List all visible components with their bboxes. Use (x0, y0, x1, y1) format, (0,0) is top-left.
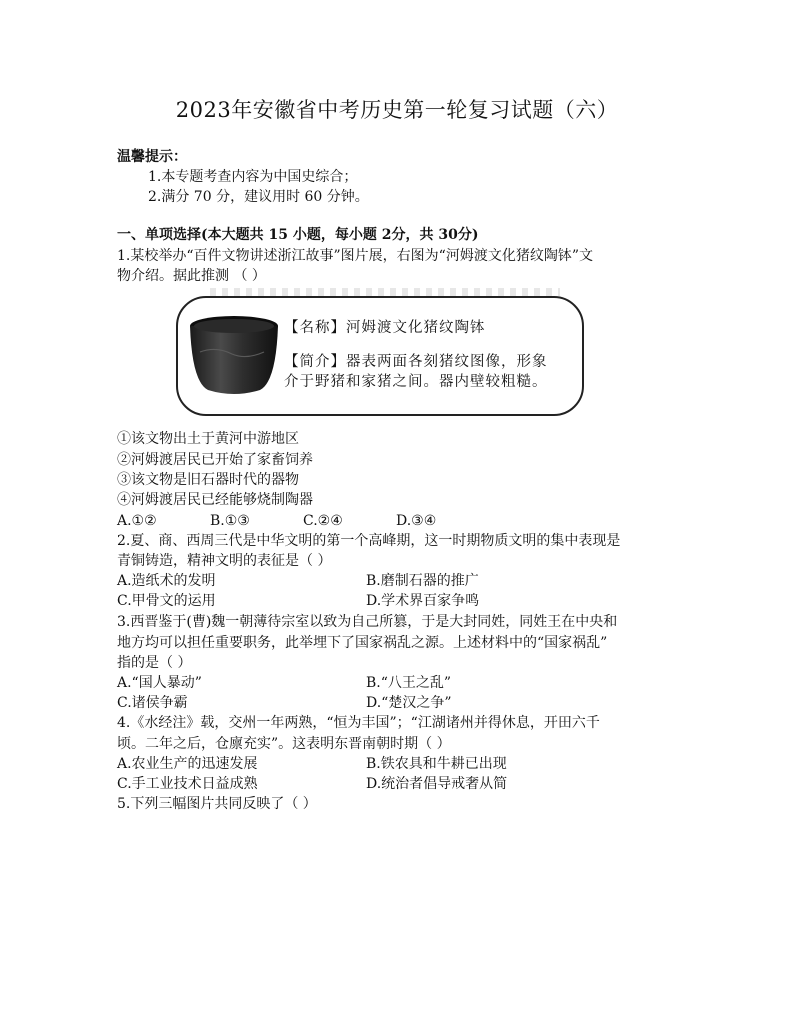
page-title: 2023年安徽省中考历史第一轮复习试题（六） (175, 98, 619, 122)
q1-option-a: A.①② (117, 513, 157, 529)
q3-option-d: D.“楚汉之争” (366, 695, 452, 711)
q4-option-a: A.农业生产的迅速发展 (117, 756, 258, 772)
q4-option-c: C.手工业技术日益成熟 (117, 776, 258, 792)
artifact-card (176, 296, 584, 416)
q1-option-d: D.③④ (396, 513, 437, 529)
q1-option-c: C.②④ (303, 513, 343, 529)
q2-option-d: D.学术界百家争鸣 (366, 593, 480, 609)
tip-item-2: 2.满分 70 分，建议用时 60 分钟。 (148, 189, 369, 205)
pottery-bowl-image (186, 312, 282, 398)
q3-stem-line2: 地方均可以担任重要职务，此举埋下了国家祸乱之源。上述材料中的“国家祸乱” (117, 635, 608, 651)
tip-item-1: 1.本专题考查内容为中国史综合； (148, 169, 358, 185)
q2-option-c: C.甲骨文的运用 (117, 593, 216, 609)
q1-stem-line2: 物介绍。据此推测 （ ） (117, 268, 266, 284)
tips-heading: 温馨提示： (117, 149, 187, 165)
q3-stem-line1: 3.西晋鉴于(曹)魏一朝薄待宗室以致为自己所篡，于是大封同姓，同姓王在中央和 (117, 614, 618, 630)
q1-option-b: B.①③ (210, 513, 250, 529)
q1-statement-1: ①该文物出土于黄河中游地区 (117, 431, 299, 447)
q2-stem-line2: 青铜铸造，精神文明的表征是（ ） (117, 553, 332, 569)
q2-option-a: A.造纸术的发明 (117, 573, 216, 589)
q4-option-d: D.统治者倡导戒奢从简 (366, 776, 508, 792)
q1-stem-line1: 1.某校举办“百件文物讲述浙江故事”图片展，右图为“河姆渡文化猪纹陶钵”文 (117, 248, 593, 264)
q4-stem-line2: 顷。二年之后，仓廪充实”。这表明东晋南朝时期（ ） (117, 736, 451, 752)
card-shadow-artifact (210, 288, 560, 296)
q2-option-b: B.磨制石器的推广 (366, 573, 479, 589)
q4-option-b: B.铁农具和牛耕已出现 (366, 756, 507, 772)
card-name: 【名称】河姆渡文化猪纹陶钵 (284, 320, 486, 336)
q5-stem-line1: 5.下列三幅图片共同反映了（ ） (117, 796, 317, 812)
q1-statement-3: ③该文物是旧石器时代的器物 (117, 472, 299, 488)
q1-statement-2: ②河姆渡居民已开始了家畜饲养 (117, 452, 313, 468)
q3-option-a: A.“国人暴动” (117, 675, 202, 691)
q3-option-c: C.诸侯争霸 (117, 695, 188, 711)
card-intro-line2: 介于野猪和家猪之间。器内壁较粗糙。 (284, 374, 548, 390)
q4-stem-line1: 4.《水经注》载，交州一年两熟，“恒为丰国”；“江湖诸州并得休息，开田六千 (117, 715, 600, 731)
q3-option-b: B.“八王之乱” (366, 675, 452, 691)
q2-stem-line1: 2.夏、商、西周三代是中华文明的第一个高峰期，这一时期物质文明的集中表现是 (117, 533, 621, 549)
q3-stem-line3: 指的是（ ） (117, 655, 192, 671)
card-intro-line1: 【简介】器表两面各刻猪纹图像，形象 (284, 354, 548, 370)
section-heading: 一、单项选择(本大题共 15 小题，每小题 2分，共 30分) (117, 227, 479, 243)
q1-statement-4: ④河姆渡居民已经能够烧制陶器 (117, 492, 313, 508)
